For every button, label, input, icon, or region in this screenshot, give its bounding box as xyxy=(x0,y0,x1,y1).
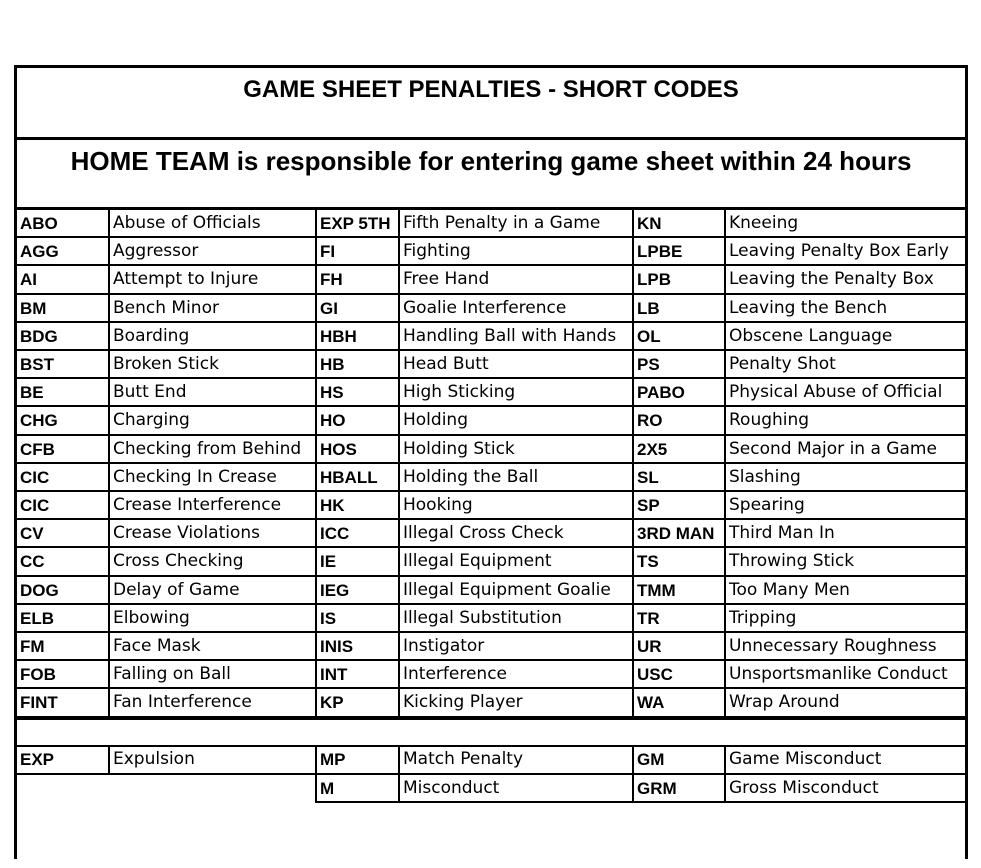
penalty-code: FI xyxy=(315,238,398,266)
penalty-code: CIC xyxy=(17,492,108,520)
penalty-code: TR xyxy=(632,605,724,633)
penalty-description: Wrap Around xyxy=(724,689,968,717)
penalty-code: BDG xyxy=(17,323,108,351)
sheet-title: GAME SHEET PENALTIES - SHORT CODES xyxy=(243,76,739,103)
penalty-code: BST xyxy=(17,351,108,379)
penalty-description: Attempt to Injure xyxy=(108,266,315,294)
penalty-code: KN xyxy=(632,210,724,238)
penalty-code: HBALL xyxy=(315,464,398,492)
penalty-description: Spearing xyxy=(724,492,968,520)
penalty-code: GM xyxy=(632,746,724,775)
penalty-description: Elbowing xyxy=(108,605,315,633)
penalty-description: Hooking xyxy=(398,492,632,520)
penalty-description: Illegal Substitution xyxy=(398,605,632,633)
penalty-description: Falling on Ball xyxy=(108,661,315,689)
penalty-code: USC xyxy=(632,661,724,689)
penalty-description: Illegal Equipment Goalie xyxy=(398,577,632,605)
penalty-description: Expulsion xyxy=(108,746,315,775)
penalty-description: Match Penalty xyxy=(398,746,632,775)
penalty-code: SP xyxy=(632,492,724,520)
penalty-description: Instigator xyxy=(398,633,632,661)
penalty-description: Cross Checking xyxy=(108,548,315,576)
penalty-code: RO xyxy=(632,407,724,435)
penalty-code: M xyxy=(315,775,398,804)
penalty-description: Holding the Ball xyxy=(398,464,632,492)
penalty-code: ABO xyxy=(17,210,108,238)
penalty-code: WA xyxy=(632,689,724,717)
penalty-description: Third Man In xyxy=(724,520,968,548)
penalty-description: Boarding xyxy=(108,323,315,351)
penalty-description: Abuse of Officials xyxy=(108,210,315,238)
penalty-description: Game Misconduct xyxy=(724,746,968,775)
penalty-code: CIC xyxy=(17,464,108,492)
penalty-code: BM xyxy=(17,295,108,323)
penalty-description: Holding xyxy=(398,407,632,435)
penalty-code: PABO xyxy=(632,379,724,407)
penalty-code: IS xyxy=(315,605,398,633)
penalty-code: DOG xyxy=(17,577,108,605)
penalty-description: Physical Abuse of Official xyxy=(724,379,968,407)
penalty-description: Unnecessary Roughness xyxy=(724,633,968,661)
penalty-description: Unsportsmanlike Conduct xyxy=(724,661,968,689)
title-divider xyxy=(17,137,965,140)
penalty-code: MP xyxy=(315,746,398,775)
penalty-description: Obscene Language xyxy=(724,323,968,351)
penalty-description: Kneeing xyxy=(724,210,968,238)
penalty-code: SL xyxy=(632,464,724,492)
penalty-code: 3RD MAN xyxy=(632,520,724,548)
penalty-description: Illegal Cross Check xyxy=(398,520,632,548)
penalty-code: KP xyxy=(315,689,398,717)
penalty-code: TS xyxy=(632,548,724,576)
penalty-code: UR xyxy=(632,633,724,661)
penalty-code: CFB xyxy=(17,436,108,464)
penalty-code: HBH xyxy=(315,323,398,351)
penalty-code: CHG xyxy=(17,407,108,435)
penalty-code: AGG xyxy=(17,238,108,266)
sheet-subtitle: HOME TEAM is responsible for entering game sheet within 24 hours xyxy=(70,146,912,176)
penalty-code: ELB xyxy=(17,605,108,633)
penalty-code: HOS xyxy=(315,436,398,464)
penalty-description: Handling Ball with Hands xyxy=(398,323,632,351)
penalty-description: Butt End xyxy=(108,379,315,407)
penalty-code: HB xyxy=(315,351,398,379)
penalty-description: Leaving Penalty Box Early xyxy=(724,238,968,266)
penalty-code-sheet xyxy=(14,65,968,859)
penalty-description: Face Mask xyxy=(108,633,315,661)
penalty-description: Free Hand xyxy=(398,266,632,294)
penalty-description: Roughing xyxy=(724,407,968,435)
penalty-description: Throwing Stick xyxy=(724,548,968,576)
table-bottom-rule xyxy=(17,718,965,720)
penalty-code: FH xyxy=(315,266,398,294)
penalty-code: GRM xyxy=(632,775,724,804)
penalty-description: Broken Stick xyxy=(108,351,315,379)
penalty-code: HO xyxy=(315,407,398,435)
penalty-code: CC xyxy=(17,548,108,576)
penalty-description: Kicking Player xyxy=(398,689,632,717)
penalty-code: LPBE xyxy=(632,238,724,266)
penalty-description: Misconduct xyxy=(398,775,632,804)
penalty-code: IE xyxy=(315,548,398,576)
penalty-code: LB xyxy=(632,295,724,323)
penalty-description: Too Many Men xyxy=(724,577,968,605)
penalty-description: High Sticking xyxy=(398,379,632,407)
penalty-code: LPB xyxy=(632,266,724,294)
penalty-code: TMM xyxy=(632,577,724,605)
penalty-description: Holding Stick xyxy=(398,436,632,464)
penalty-description: Charging xyxy=(108,407,315,435)
penalty-description: Fan Interference xyxy=(108,689,315,717)
penalty-code: HS xyxy=(315,379,398,407)
penalty-code: INIS xyxy=(315,633,398,661)
penalty-description: Gross Misconduct xyxy=(724,775,968,804)
penalty-code: ICC xyxy=(315,520,398,548)
penalty-description: Illegal Equipment xyxy=(398,548,632,576)
penalty-code: OL xyxy=(632,323,724,351)
penalty-description: Fifth Penalty in a Game xyxy=(398,210,632,238)
penalty-description: Crease Interference xyxy=(108,492,315,520)
penalty-code: GI xyxy=(315,295,398,323)
penalty-code: 2X5 xyxy=(632,436,724,464)
penalty-description: Leaving the Penalty Box xyxy=(724,266,968,294)
penalty-description: Bench Minor xyxy=(108,295,315,323)
penalty-code: FM xyxy=(17,633,108,661)
penalty-code: FOB xyxy=(17,661,108,689)
penalty-description: Head Butt xyxy=(398,351,632,379)
penalty-description: Tripping xyxy=(724,605,968,633)
penalty-description: Checking In Crease xyxy=(108,464,315,492)
penalty-code: PS xyxy=(632,351,724,379)
penalty-description: Leaving the Bench xyxy=(724,295,968,323)
penalty-description: Fighting xyxy=(398,238,632,266)
penalty-code: INT xyxy=(315,661,398,689)
penalty-description: Goalie Interference xyxy=(398,295,632,323)
penalty-code: BE xyxy=(17,379,108,407)
penalty-description: Delay of Game xyxy=(108,577,315,605)
penalty-description: Penalty Shot xyxy=(724,351,968,379)
penalty-code: AI xyxy=(17,266,108,294)
penalty-code: EXP 5TH xyxy=(315,210,398,238)
penalty-code: FINT xyxy=(17,689,108,717)
penalty-description: Checking from Behind xyxy=(108,436,315,464)
penalty-description: Slashing xyxy=(724,464,968,492)
penalty-description: Interference xyxy=(398,661,632,689)
penalty-code: IEG xyxy=(315,577,398,605)
penalty-code: HK xyxy=(315,492,398,520)
penalty-code: CV xyxy=(17,520,108,548)
penalty-description: Crease Violations xyxy=(108,520,315,548)
penalty-code: EXP xyxy=(17,746,108,775)
penalty-description: Second Major in a Game xyxy=(724,436,968,464)
penalty-description: Aggressor xyxy=(108,238,315,266)
major-table-top-rule xyxy=(17,745,965,747)
